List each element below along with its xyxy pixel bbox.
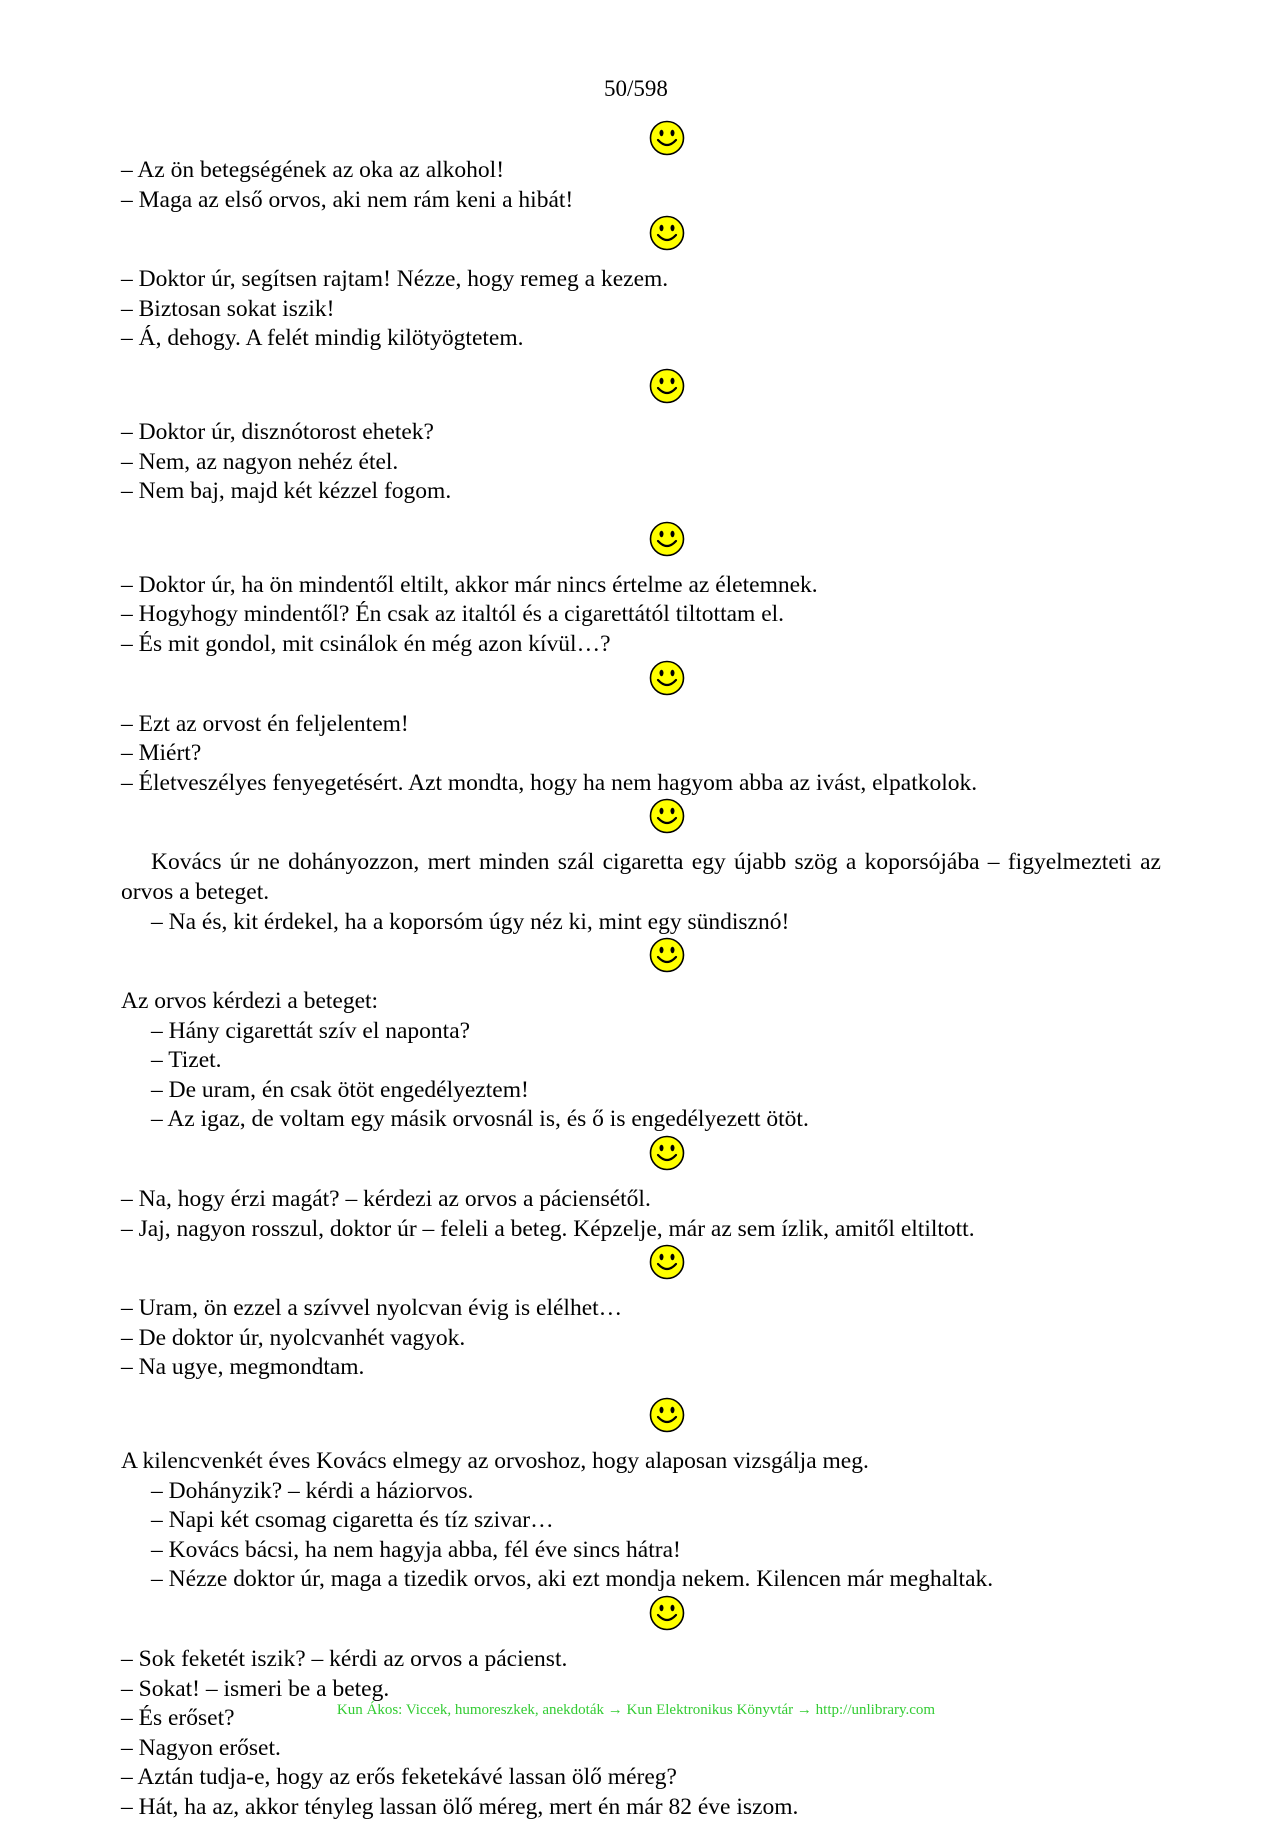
smiley-icon [649, 120, 685, 156]
joke-line: – Uram, ön ezzel a szívvel nyolcvan évig is elélhet… [121, 1295, 623, 1322]
joke-line: – Nem, az nagyon nehéz étel. [121, 448, 399, 475]
smiley-icon [649, 1397, 685, 1433]
joke-list [121, 120, 1161, 1823]
joke-intro: A kilencvenkét éves Kovács elmegy az orvoshoz, hogy alaposan vizsgálja meg. [121, 1448, 869, 1475]
joke-line: – Maga az első orvos, aki nem rám keni a hibát! [121, 186, 574, 213]
joke-line: – De uram, én csak ötöt engedélyeztem! [151, 1076, 529, 1103]
joke-6 [121, 848, 1161, 937]
joke-line: – Sok feketét iszik? – kérdi az orvos a pácienst. [121, 1646, 568, 1672]
joke-line: – Jaj, nagyon rosszul, doktor úr – feleli a beteg. Képzelje, már az sem ízlik, amitől eltiltott. [121, 1215, 975, 1242]
smiley-icon [649, 368, 685, 404]
smiley-icon [649, 1135, 685, 1171]
joke-line: – De doktor úr, nyolcvanhét vagyok. [121, 1324, 466, 1351]
joke-line: – Nem baj, majd két kézzel fogom. [121, 478, 452, 505]
joke-line: – Doktor úr, disznótorost ehetek? [121, 418, 434, 445]
joke-line: – Aztán tudja-e, hogy az erős feketekávé lassan ölő méreg? [121, 1764, 677, 1791]
joke-9 [121, 1294, 1161, 1383]
joke-5 [121, 710, 1161, 799]
joke-line: – Napi két csomag cigaretta és tíz szivar… [151, 1507, 554, 1534]
joke-intro: Az orvos kérdezi a beteget: [121, 988, 379, 1015]
joke-line: – Dohányzik? – kérdi a háziorvos. [151, 1477, 474, 1504]
joke-line: – Tizet. [151, 1047, 222, 1074]
smiley-icon [649, 660, 685, 696]
smiley-icon [649, 521, 685, 557]
joke-8 [121, 1185, 1161, 1244]
joke-line: – Na és, kit érdekel, ha a koporsóm úgy néz ki, mint egy sündisznó! [151, 908, 790, 935]
joke-10 [121, 1447, 1161, 1595]
joke-paragraph: Kovács úr ne dohányozzon, mert minden szál cigaretta egy újabb szög a koporsójába – figyelmezteti az orvos a beteget. [121, 849, 1161, 905]
joke-4 [121, 571, 1161, 660]
page-number: 50/598 [604, 76, 668, 101]
joke-line: – Az ön betegségének az oka az alkohol! [121, 157, 505, 183]
joke-11 [121, 1645, 1161, 1823]
joke-line: – Életveszélyes fenyegetésért. Azt mondta, hogy ha nem hagyom abba az ivást, elpatkolok. [121, 769, 978, 796]
joke-7 [121, 987, 1161, 1135]
joke-line: – Hány cigarettát szív el naponta? [151, 1017, 471, 1044]
joke-line: – Á, dehogy. A felét mindig kilötyögtetem. [121, 325, 524, 352]
joke-line: – Miért? [121, 740, 202, 767]
smiley-icon [649, 937, 685, 973]
joke-2 [121, 265, 1161, 354]
smiley-icon [649, 215, 685, 251]
joke-1 [121, 156, 1161, 215]
joke-line: – Na ugye, megmondtam. [121, 1354, 365, 1381]
smiley-icon [649, 798, 685, 834]
joke-line: – Biztosan sokat iszik! [121, 295, 335, 322]
joke-line: – Hát, ha az, akkor tényleg lassan ölő méreg, mert én már 82 éve iszom. [121, 1793, 799, 1820]
joke-line: – Sokat! – ismeri be a beteg. [121, 1675, 390, 1702]
joke-line: – Nagyon erőset. [121, 1734, 281, 1761]
joke-line: – És erőset? [121, 1705, 235, 1732]
smiley-icon [649, 1595, 685, 1631]
joke-line: – Doktor úr, segítsen rajtam! Nézze, hogy remeg a kezem. [121, 266, 669, 293]
joke-line: – Ezt az orvost én feljelentem! [121, 710, 409, 737]
joke-line: – Kovács bácsi, ha nem hagyja abba, fél éve sincs hátra! [151, 1536, 681, 1563]
joke-line: – Doktor úr, ha ön mindentől eltilt, akkor már nincs értelme az életemnek. [121, 571, 818, 598]
footer-credit[interactable]: Kun Ákos: Viccek, humoreszkek, anekdoták → Kun Elektronikus Könyvtár → http://unlibrary.com [336, 1702, 936, 1718]
joke-3 [121, 418, 1161, 507]
joke-line: – Na, hogy érzi magát? – kérdezi az orvos a páciensétől. [121, 1186, 651, 1213]
joke-line: – És mit gondol, mit csinálok én még azon kívül…? [121, 630, 611, 657]
joke-line: – Nézze doktor úr, maga a tizedik orvos, aki ezt mondja nekem. Kilencen már meghaltak. [151, 1566, 994, 1593]
smiley-icon [649, 1244, 685, 1280]
joke-line: – Az igaz, de voltam egy másik orvosnál is, és ő is engedélyezett ötöt. [151, 1106, 809, 1133]
joke-line: – Hogyhogy mindentől? Én csak az italtól és a cigarettától tiltottam el. [121, 601, 785, 628]
